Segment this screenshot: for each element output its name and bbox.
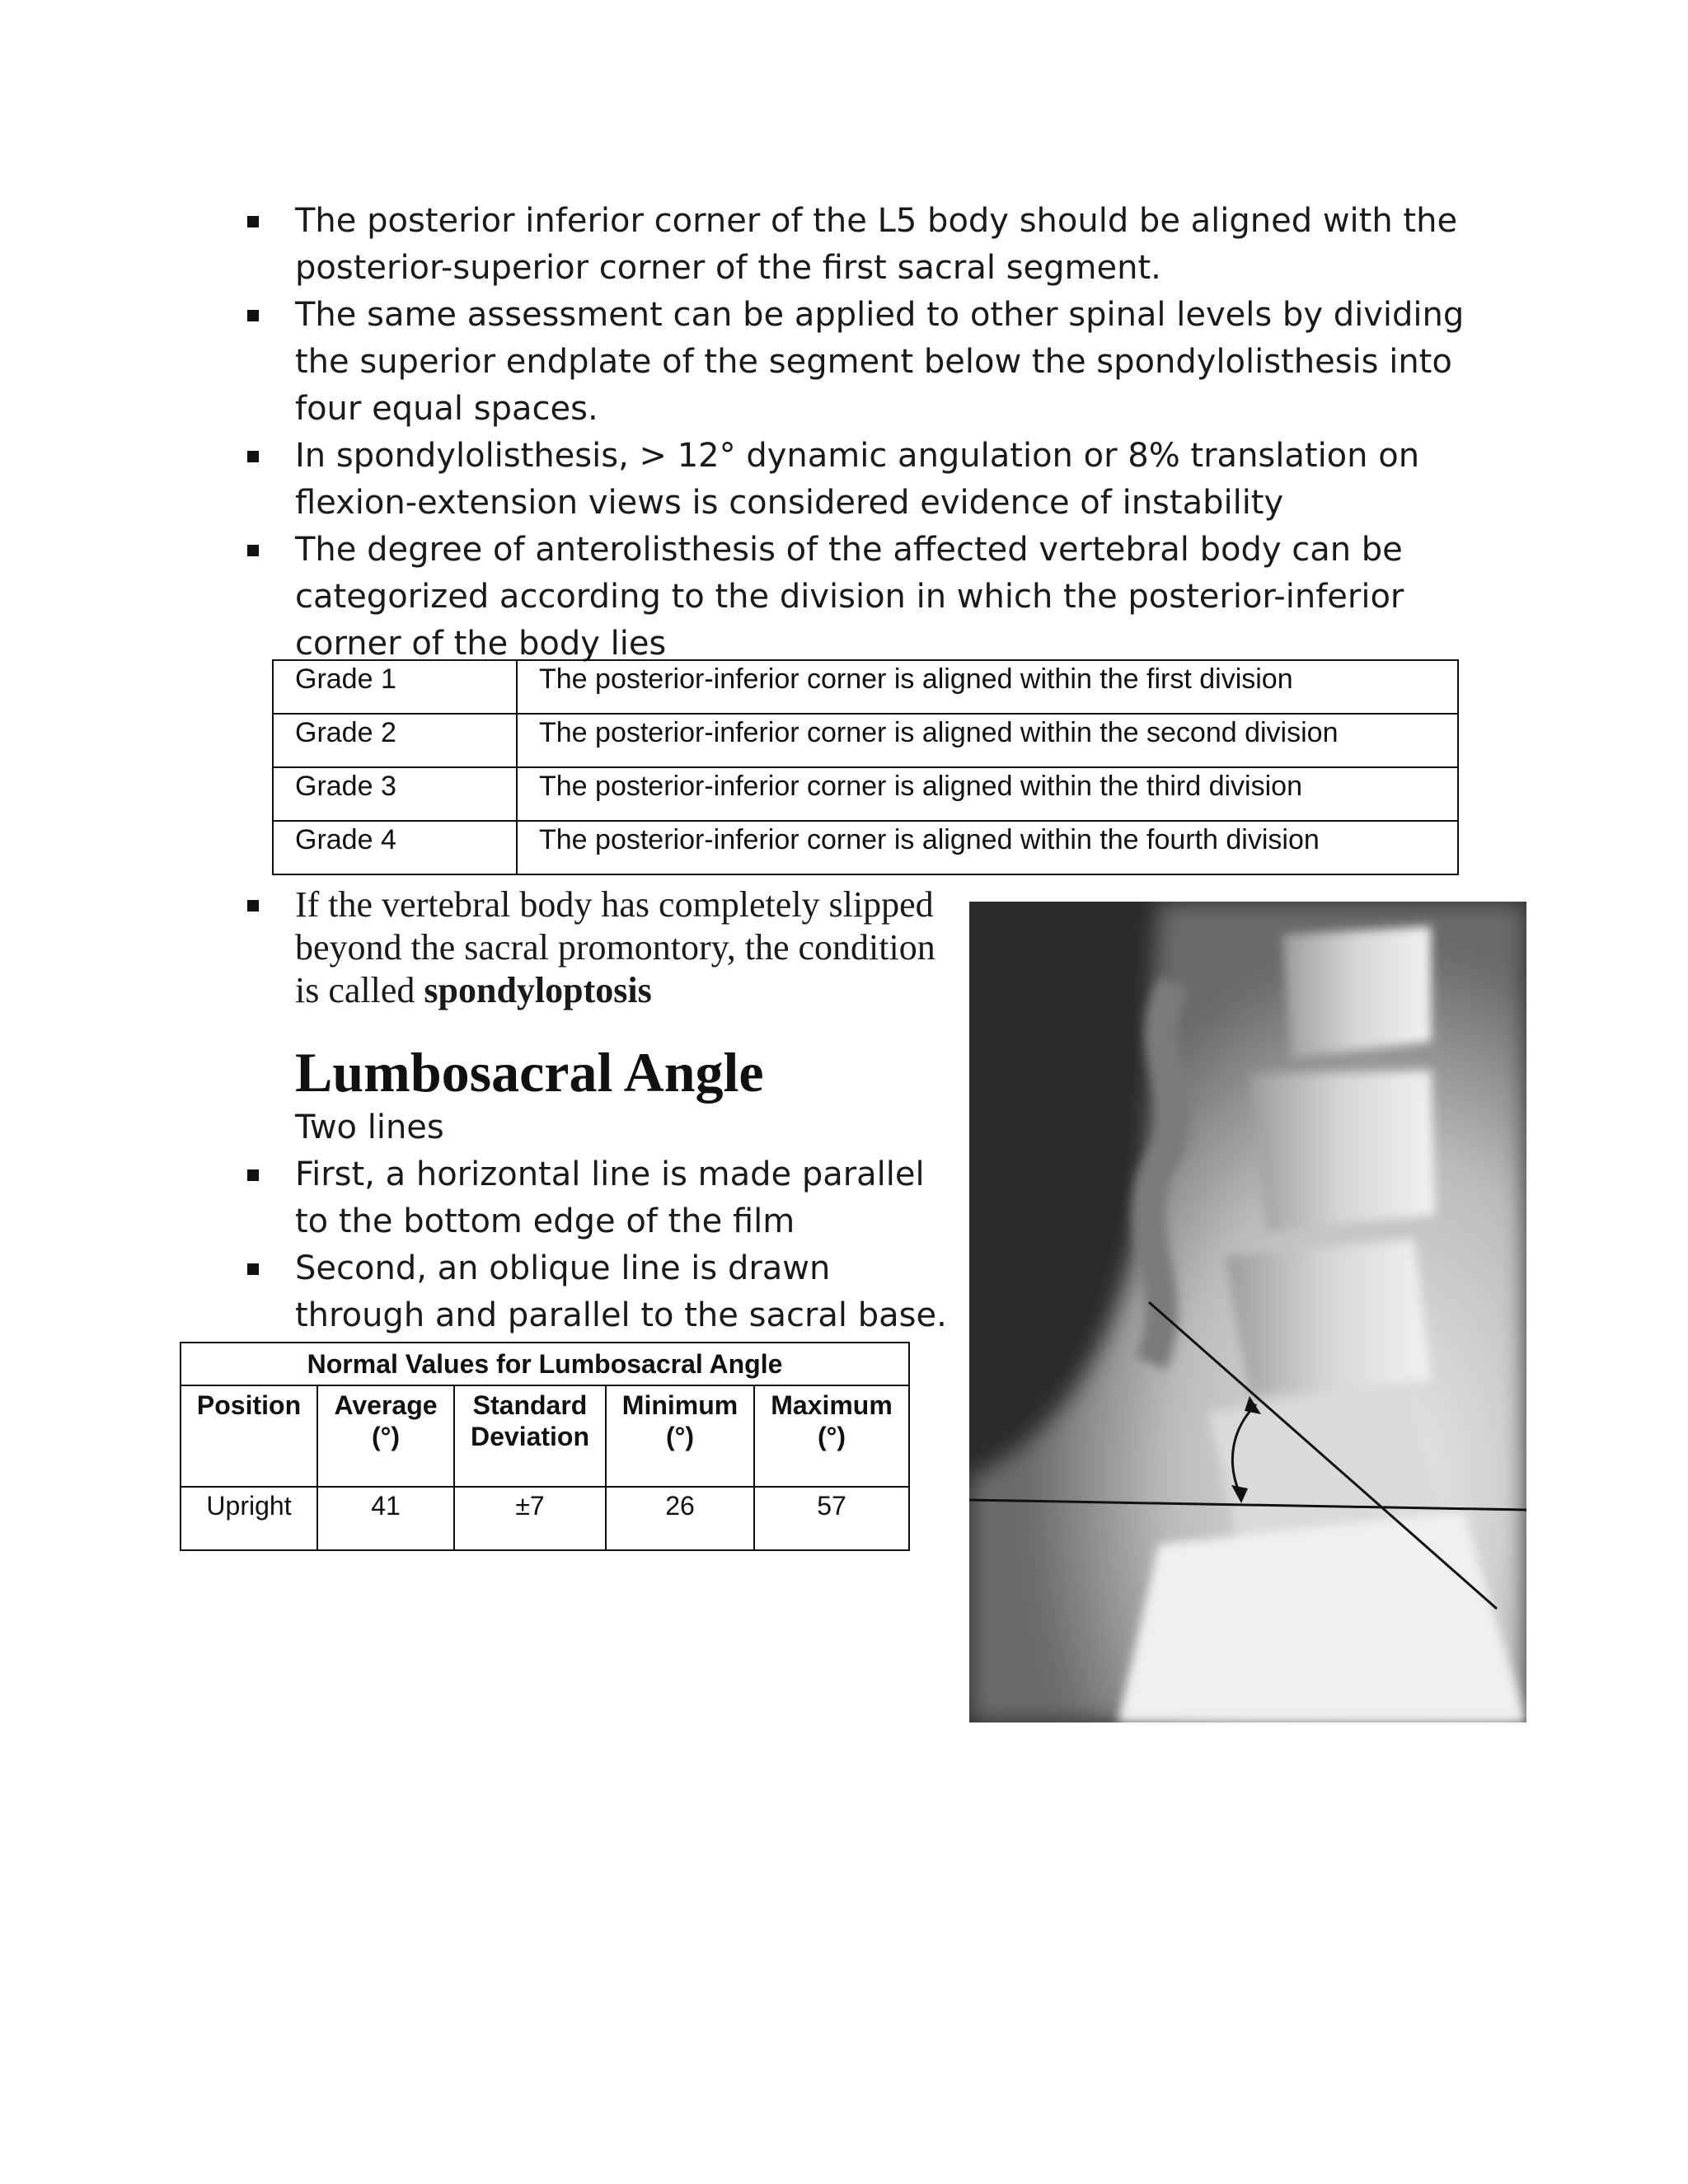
bullet-square-icon — [247, 1169, 259, 1181]
spondyloptosis-term: spondyloptosis — [424, 970, 652, 1010]
table-cell: 57 — [754, 1487, 909, 1550]
top-bullet-list — [247, 198, 1484, 668]
table-row — [273, 660, 1458, 714]
column-header: Maximum (°) — [754, 1385, 909, 1487]
column-header: Position — [181, 1385, 317, 1487]
bullet-item: The degree of anterolisthesis of the affected vertebral body can be categorized according to the division in which the posterior-inferior corner of the body lies — [247, 527, 1484, 668]
grade-description-cell: The posterior-inferior corner is aligned within the first division — [517, 660, 1458, 714]
bullet-item: First, a horizontal line is made parallel to the bottom edge of the film — [247, 1151, 956, 1245]
section-intro: Two lines — [295, 1108, 444, 1146]
table-cell: 41 — [317, 1487, 454, 1550]
spondyloptosis-bullet — [247, 883, 956, 1012]
bullet-item: The posterior inferior corner of the L5 body should be aligned with the posterior-superior corner of the first sacral segment. — [247, 198, 1484, 292]
grade-cell: Grade 1 — [273, 660, 517, 714]
bullet-square-icon — [247, 900, 259, 912]
grade-table — [272, 659, 1459, 875]
table-row — [273, 714, 1458, 767]
grade-description-cell: The posterior-inferior corner is aligned within the second division — [517, 714, 1458, 767]
bullet-square-icon — [247, 216, 259, 227]
grade-description-cell: The posterior-inferior corner is aligned within the fourth division — [517, 821, 1458, 874]
grade-cell: Grade 4 — [273, 821, 517, 874]
grade-description-cell: The posterior-inferior corner is aligned within the third division — [517, 767, 1458, 821]
lumbosacral-angle-table — [180, 1342, 910, 1551]
table-row — [181, 1487, 909, 1550]
grade-cell: Grade 3 — [273, 767, 517, 821]
vertebral-body-l4 — [1225, 1240, 1431, 1396]
bullet-square-icon — [247, 451, 259, 462]
bullet-item: The same assessment can be applied to other spinal levels by dividing the superior endplate of the segment below the spondylolisthesis into four equal spaces. — [247, 292, 1484, 433]
table-row — [273, 767, 1458, 821]
column-header: Standard Deviation — [454, 1385, 606, 1487]
bullet-item: If the vertebral body has completely slipped beyond the sacral promontory, the condition is called spondyloptosis — [247, 883, 956, 1012]
table-row — [273, 821, 1458, 874]
column-header: Average (°) — [317, 1385, 454, 1487]
grade-cell: Grade 2 — [273, 714, 517, 767]
column-header: Minimum (°) — [606, 1385, 754, 1487]
sacrum — [1118, 1511, 1526, 1722]
bullet-item: Second, an oblique line is drawn through and parallel to the sacral base. — [247, 1245, 956, 1339]
table-caption-row — [181, 1343, 909, 1385]
table-header-row — [181, 1385, 909, 1487]
vertebral-body-l3 — [1250, 1071, 1435, 1231]
bullet-item: In spondylolisthesis, > 12° dynamic angulation or 8% translation on flexion-extension views is considered evidence of instability — [247, 433, 1484, 527]
table-cell: 26 — [606, 1487, 754, 1550]
lines-bullet-list — [247, 1151, 956, 1339]
table-cell: ±7 — [454, 1487, 606, 1550]
vertebral-body-l2 — [1282, 926, 1431, 1058]
lumbosacral-xray-image — [969, 902, 1526, 1722]
table-cell: Upright — [181, 1487, 317, 1550]
bullet-square-icon — [247, 310, 259, 321]
bullet-square-icon — [247, 545, 259, 556]
section-heading: Lumbosacral Angle — [295, 1041, 764, 1104]
bullet-square-icon — [247, 1263, 259, 1275]
table-caption: Normal Values for Lumbosacral Angle — [181, 1343, 909, 1385]
